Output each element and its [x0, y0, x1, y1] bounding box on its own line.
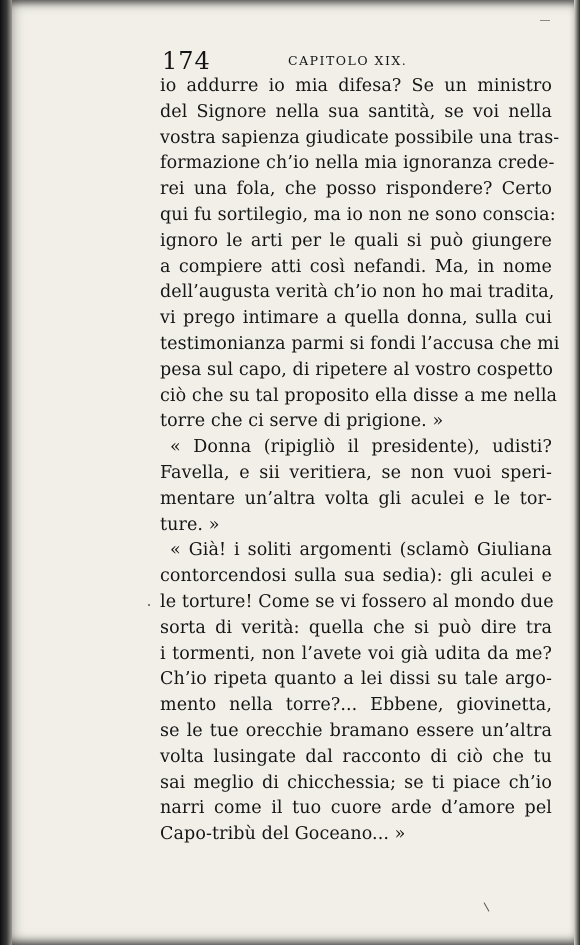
text-line: Ch’io ripeta quanto a lei dissi su tale argo-: [160, 669, 552, 690]
page-header: [160, 48, 552, 74]
text-line: ignoro le arti per le quali si può giungere: [160, 230, 552, 251]
text-line: mento nella torre?... Ebbene, giovinetta,: [160, 695, 552, 716]
page-edge-shadow: [574, 0, 580, 945]
text-line: a compiere atti così nefandi. Ma, in nome: [160, 256, 552, 277]
text-line: narri come il tuo cuore arde d’amore pel: [160, 798, 552, 819]
text-line: vi prego intimare a quella donna, sulla cui: [160, 308, 552, 329]
paper-mark: [540, 20, 550, 21]
paper-speck: [148, 604, 150, 606]
running-head: CAPITOLO XIX.: [288, 53, 408, 68]
text-line: io addurre io mia difesa? Se un ministro: [160, 76, 552, 96]
text-line: ture. »: [160, 514, 220, 535]
paper-mark: [484, 902, 490, 911]
text-line: mentare un’altra volta gli aculei e le tor-: [160, 488, 552, 509]
text-line: del Signore nella sua santità, se voi nella: [160, 101, 552, 122]
text-line: formazione ch’io nella mia ignoranza crede-: [160, 153, 555, 174]
text-line: « Già! i soliti argomenti (sclamò Giuliana: [170, 540, 552, 561]
text-line: le torture! Come se vi fossero al mondo due: [160, 591, 554, 612]
text-line: i tormenti, non l’avete voi già udita da me?: [160, 643, 552, 664]
body-text: [160, 74, 560, 848]
text-line: rei una fola, che posso rispondere? Certo: [160, 179, 552, 200]
book-spine-shadow: [0, 0, 12, 945]
text-line: pesa sul capo, di ripetere al vostro cospetto: [160, 359, 554, 380]
text-line: « Donna (ripigliò il presidente), udisti?: [170, 437, 552, 458]
text-line: testimonianza parmi si fondi l’accusa che mi: [160, 333, 560, 354]
text-line: ciò che su tal proposito ella disse a me nella: [160, 385, 558, 406]
page-content: [160, 47, 560, 848]
text-line: sorta di verità: quella che si può dire tra: [160, 617, 552, 638]
text-line: Favella, e sii veritiera, se non vuoi speri-: [160, 462, 552, 483]
text-line: vostra sapienza giudicate possibile una tras-: [160, 127, 560, 148]
page-number: 174: [162, 47, 211, 75]
text-line: torre che ci serve di prigione. »: [160, 411, 444, 432]
text-line: se le tue orecchie bramano essere un’altra: [160, 720, 552, 741]
text-line: dell’augusta verità ch’io non ho mai tradita,: [160, 282, 555, 303]
text-line: Capo-tribù del Goceano... »: [160, 824, 406, 845]
text-line: contorcendosi sulla sua sedia): gli aculei e: [160, 566, 552, 587]
text-line: qui fu sortilegio, ma io non ne sono conscia:: [160, 204, 556, 225]
text-line: sai meglio di chicchessia; se ti piace ch’io: [160, 772, 552, 793]
text-line: volta lusingate dal racconto di ciò che tu: [160, 746, 552, 767]
